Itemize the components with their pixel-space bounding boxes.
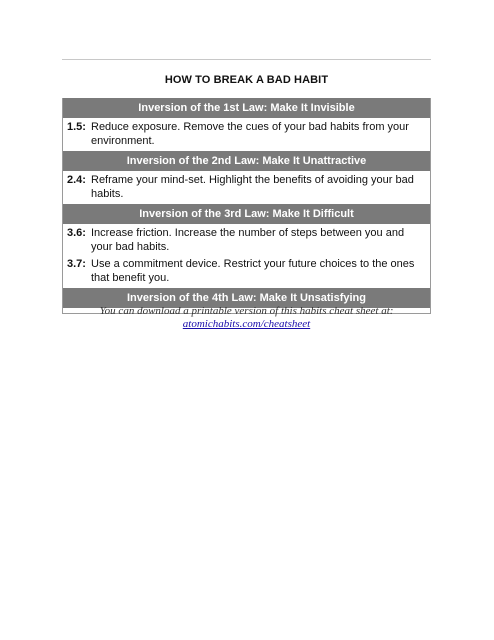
item-text: Reduce exposure. Remove the cues of your bad habits from your environment. [91, 121, 409, 147]
item-number: 3.7: [67, 258, 86, 270]
item-number: 1.5: [67, 121, 86, 133]
item-text: Use a commitment device. Restrict your future choices to the ones that benefit you. [91, 258, 415, 284]
law-body [63, 171, 430, 204]
law-header: Inversion of the 3rd Law: Make It Difficult [63, 204, 430, 224]
item-text: Increase friction. Increase the number of steps between you and your bad habits. [91, 227, 405, 253]
law-header: Inversion of the 4th Law: Make It Unsatisfying [63, 288, 430, 308]
list-item [67, 120, 424, 148]
cheat-sheet-table [62, 98, 431, 314]
item-number: 3.6: [67, 227, 86, 239]
list-item [67, 257, 424, 285]
item-text: Reframe your mind-set. Highlight the benefits of avoiding your bad habits. [91, 174, 414, 200]
top-divider [62, 59, 431, 60]
cheatsheet-link[interactable]: atomichabits.com/cheatsheet [182, 318, 311, 330]
law-section-1 [63, 98, 430, 151]
item-number: 2.4: [67, 174, 86, 186]
list-item [67, 173, 424, 201]
download-note [62, 305, 431, 331]
law-section-2 [63, 151, 430, 204]
law-header: Inversion of the 1st Law: Make It Invisible [63, 98, 430, 118]
law-section-3 [63, 204, 430, 288]
law-header: Inversion of the 2nd Law: Make It Unattractive [63, 151, 430, 171]
download-text: You can download a printable version of this habits cheat sheet at: [99, 305, 394, 317]
page-title: HOW TO BREAK A BAD HABIT [164, 74, 329, 86]
list-item [67, 226, 424, 254]
law-body [63, 118, 430, 151]
law-body [63, 224, 430, 288]
